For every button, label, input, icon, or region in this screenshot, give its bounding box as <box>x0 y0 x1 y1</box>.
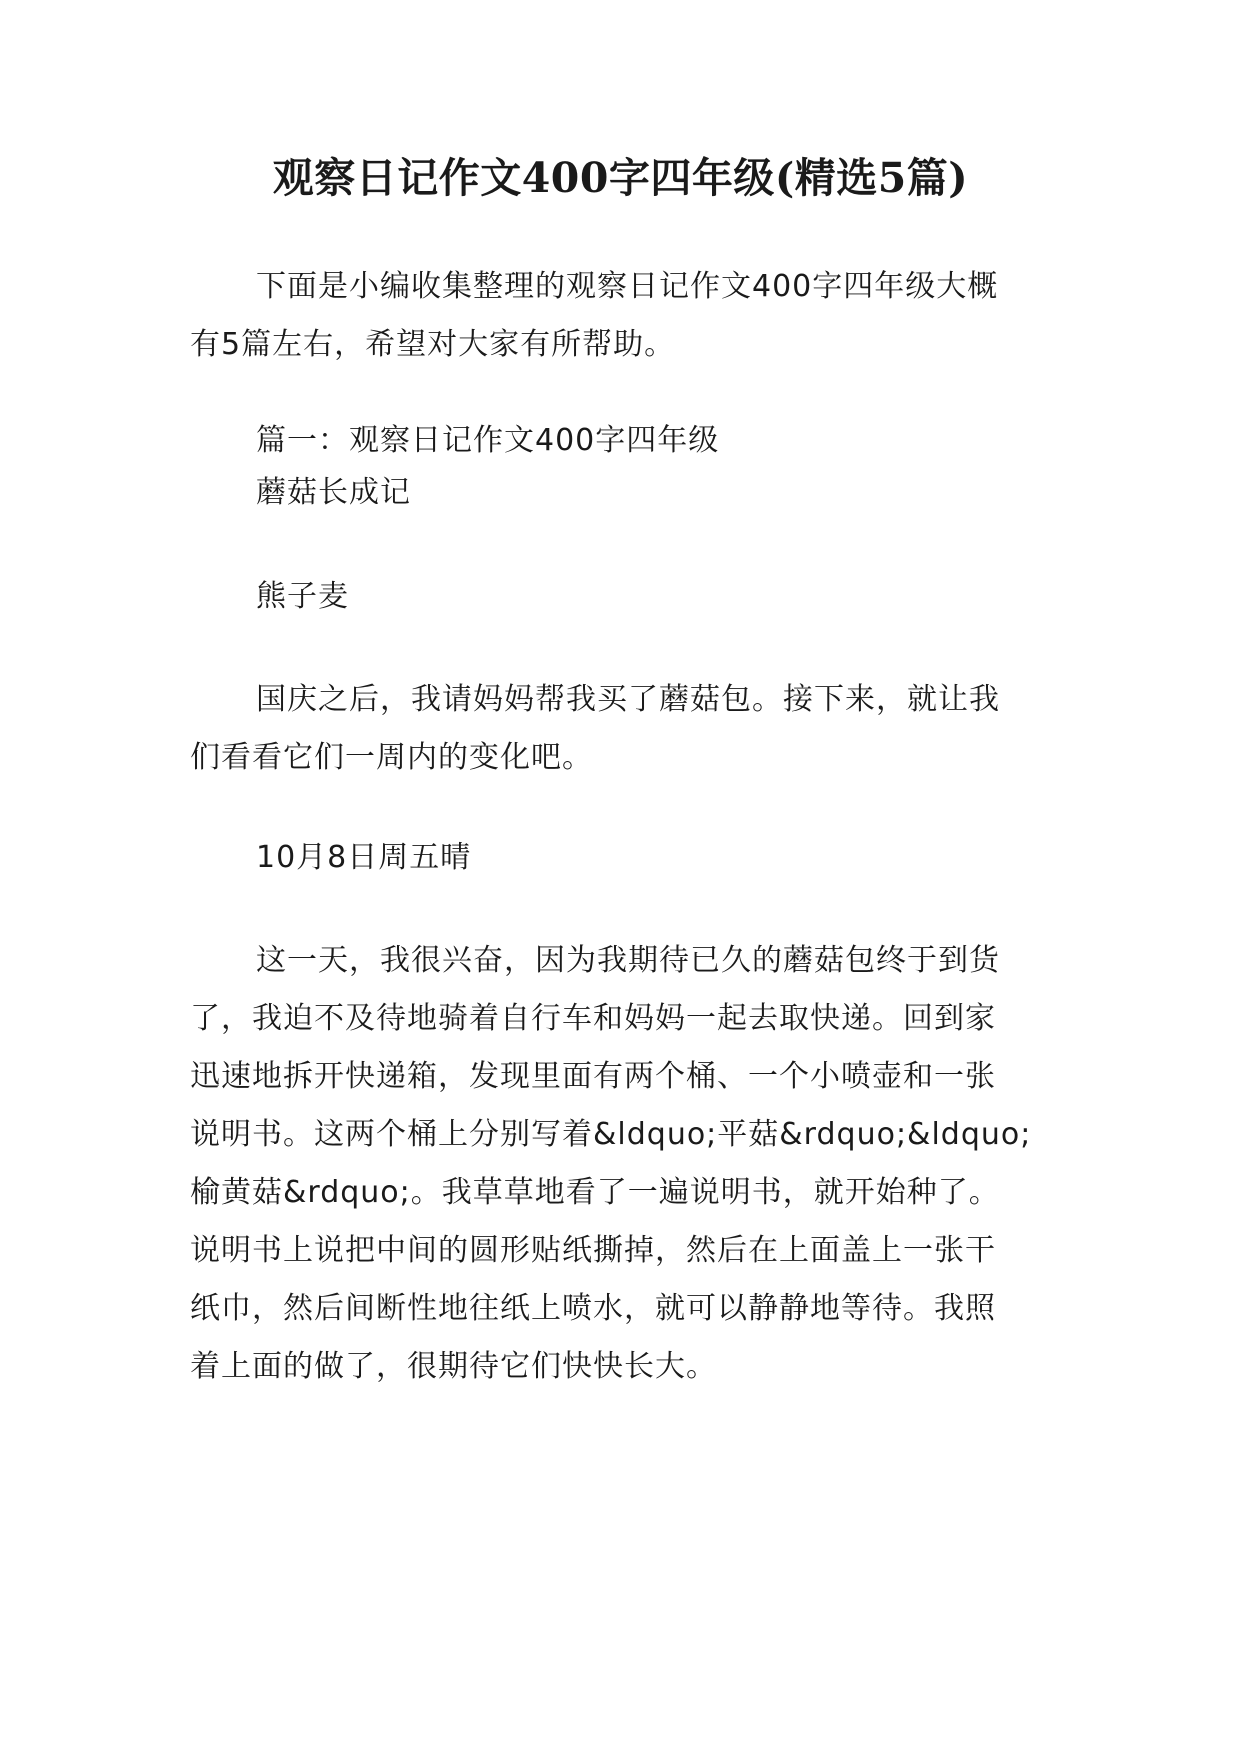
essay-title: 蘑菇长成记 <box>256 475 411 510</box>
paragraph-1-line-1: 国庆之后，我请妈妈帮我买了蘑菇包。接下来，就让我 <box>256 682 1000 717</box>
author-name: 熊子麦 <box>256 579 349 614</box>
intro-line-1: 下面是小编收集整理的观察日记作文400字四年级大概 <box>256 269 999 304</box>
document-title: 观察日记作文400字四年级(精选5篇) <box>272 154 969 202</box>
paragraph-2-line-2: 了，我迫不及待地骑着自行车和妈妈一起去取快递。回到家 <box>190 1001 996 1036</box>
section-heading: 篇一：观察日记作文400字四年级 <box>256 423 720 458</box>
paragraph-2-line-6: 说明书上说把中间的圆形贴纸撕掉，然后在上面盖上一张干 <box>190 1233 996 1268</box>
paragraph-2 <box>190 932 1056 1396</box>
paragraph-2-line-5: 榆黄菇&rdquo;。我草草地看了一遍说明书，就开始种了。 <box>190 1175 1000 1210</box>
paragraph-1 <box>190 671 1056 787</box>
paragraph-2-line-3: 迅速地拆开快递箱，发现里面有两个桶、一个小喷壶和一张 <box>190 1059 996 1094</box>
paragraph-1-line-2: 们看看它们一周内的变化吧。 <box>190 740 593 775</box>
intro-paragraph <box>190 258 1056 374</box>
paragraph-2-line-7: 纸巾，然后间断性地往纸上喷水，就可以静静地等待。我照 <box>190 1291 996 1326</box>
paragraph-2-line-4: 说明书。这两个桶上分别写着&ldquo;平菇&rdquo;&ldquo; <box>190 1117 1032 1152</box>
date-line: 10月8日周五晴 <box>256 840 472 875</box>
paragraph-2-line-1: 这一天，我很兴奋，因为我期待已久的蘑菇包终于到货 <box>256 943 1000 978</box>
intro-line-2: 有5篇左右，希望对大家有所帮助。 <box>190 327 676 362</box>
paragraph-2-line-8: 着上面的做了，很期待它们快快长大。 <box>190 1349 717 1384</box>
